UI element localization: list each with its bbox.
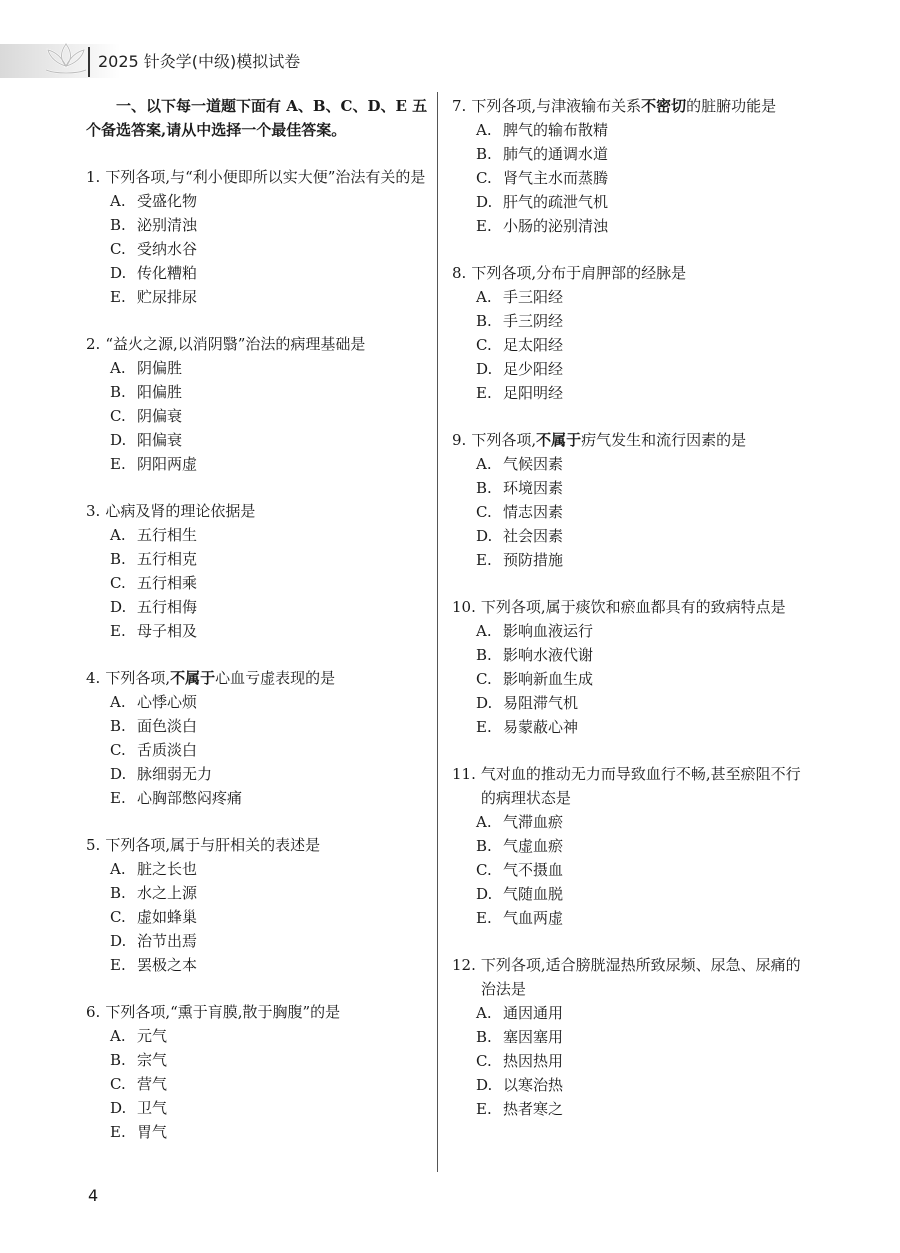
option-letter: A. [110, 526, 126, 544]
option-text: 气候因素 [503, 455, 564, 473]
answer-option [452, 285, 812, 309]
option-letter: E. [476, 718, 492, 736]
option-letter: B. [476, 646, 492, 664]
option-text: 宗气 [137, 1051, 168, 1069]
question-number: 2. [86, 335, 101, 353]
question-number: 6. [86, 1003, 101, 1021]
option-text: 脾气的输布散精 [503, 121, 609, 139]
answer-option [452, 667, 812, 691]
header-separator [88, 47, 90, 77]
question-item [452, 261, 812, 405]
option-letter: E. [110, 288, 126, 306]
stem-segment: 下列各项,分布于肩胛部的经脉是 [471, 264, 687, 282]
question-number: 8. [452, 264, 467, 282]
option-letter: D. [476, 193, 493, 211]
answer-option [86, 356, 430, 380]
answer-option [452, 619, 812, 643]
option-letter: A. [110, 860, 126, 878]
question-stem [452, 261, 812, 285]
option-letter: B. [110, 884, 126, 902]
option-text: 足太阳经 [503, 336, 564, 354]
answer-option [86, 285, 430, 309]
stem-segment: 气对血的推动无力而导致血行不畅,甚至瘀阻不行的病理状态是 [480, 765, 801, 807]
answer-option [86, 189, 430, 213]
option-text: 影响新血生成 [503, 670, 594, 688]
answer-option [86, 929, 430, 953]
answer-option [86, 595, 430, 619]
option-text: 易阻滞气机 [503, 694, 579, 712]
option-letter: D. [476, 360, 493, 378]
option-letter: A. [110, 693, 126, 711]
answer-option [452, 834, 812, 858]
option-letter: A. [476, 813, 492, 831]
option-letter: B. [476, 479, 492, 497]
option-text: 阳偏胜 [137, 383, 183, 401]
option-text: 通因通用 [503, 1004, 564, 1022]
stem-segment: 下列各项, [105, 669, 171, 687]
option-letter: A. [476, 622, 492, 640]
question-item [86, 332, 430, 476]
option-text: 手三阳经 [503, 288, 564, 306]
option-text: 五行相乘 [137, 574, 198, 592]
option-text: 传化糟粕 [137, 264, 198, 282]
option-text: 舌质淡白 [137, 741, 198, 759]
answer-option [86, 953, 430, 977]
answer-option [452, 715, 812, 739]
question-stem [86, 165, 430, 189]
answer-option [86, 452, 430, 476]
option-text: 脉细弱无力 [137, 765, 213, 783]
option-letter: A. [110, 192, 126, 210]
option-letter: C. [110, 574, 126, 592]
answer-option [452, 858, 812, 882]
option-letter: E. [110, 789, 126, 807]
answer-option [452, 1001, 812, 1025]
option-text: 气随血脱 [503, 885, 564, 903]
option-text: 母子相及 [137, 622, 198, 640]
option-letter: B. [110, 383, 126, 401]
option-letter: D. [476, 694, 493, 712]
answer-option [86, 380, 430, 404]
option-letter: C. [110, 240, 126, 258]
header-title: 2025 针灸学(中级)模拟试卷 [98, 52, 301, 71]
option-text: 营气 [137, 1075, 168, 1093]
option-letter: E. [110, 455, 126, 473]
option-text: 五行相克 [137, 550, 198, 568]
answer-option [452, 118, 812, 142]
answer-option [452, 452, 812, 476]
question-number: 3. [86, 502, 101, 520]
option-letter: E. [476, 909, 492, 927]
answer-option [86, 571, 430, 595]
answer-option [86, 905, 430, 929]
option-letter: D. [110, 598, 127, 616]
answer-option [452, 214, 812, 238]
answer-option [452, 1049, 812, 1073]
question-item [86, 666, 430, 810]
answer-option [86, 1096, 430, 1120]
question-text [105, 666, 430, 690]
right-question-list [452, 94, 812, 1121]
option-text: 肾气主水而蒸腾 [503, 169, 609, 187]
question-number: 9. [452, 431, 467, 449]
question-text [481, 953, 812, 1001]
answer-option [452, 643, 812, 667]
question-item [452, 953, 812, 1121]
stem-segment: 下列各项, [471, 431, 537, 449]
question-number: 4. [86, 669, 101, 687]
stem-segment: 下列各项,“熏于肓膜,散于胸腹”的是 [105, 1003, 341, 1021]
option-letter: B. [110, 216, 126, 234]
option-letter: C. [110, 407, 126, 425]
option-letter: D. [110, 431, 127, 449]
answer-option [452, 476, 812, 500]
question-item [452, 428, 812, 572]
section-instruction: 一、以下每一道题下面有 A、B、C、D、E 五个备选答案,请从中选择一个最佳答案。 [86, 97, 428, 139]
option-text: 阳偏衰 [137, 431, 183, 449]
question-item [452, 595, 812, 739]
option-letter: A. [110, 1027, 126, 1045]
option-text: 贮尿排尿 [137, 288, 198, 306]
answer-option [86, 1048, 430, 1072]
question-stem [452, 94, 812, 118]
question-item [86, 1000, 430, 1144]
answer-option [452, 524, 812, 548]
answer-option [452, 333, 812, 357]
option-letter: D. [110, 932, 127, 950]
answer-option [452, 810, 812, 834]
option-letter: C. [110, 908, 126, 926]
answer-option [452, 882, 812, 906]
option-text: 情志因素 [503, 503, 564, 521]
option-text: 泌别清浊 [137, 216, 198, 234]
question-number: 1. [86, 168, 101, 186]
question-item [452, 762, 812, 930]
option-letter: C. [476, 861, 492, 879]
question-item [86, 833, 430, 977]
option-letter: E. [110, 622, 126, 640]
option-text: 气不摄血 [503, 861, 564, 879]
option-text: 影响水液代谢 [503, 646, 594, 664]
option-letter: D. [476, 1076, 493, 1094]
answer-option [86, 786, 430, 810]
emphasis-text: 不属于 [536, 431, 582, 449]
option-text: 热因热用 [503, 1052, 564, 1070]
question-stem [452, 428, 812, 452]
option-letter: E. [476, 384, 492, 402]
answer-option [452, 1073, 812, 1097]
option-letter: C. [110, 741, 126, 759]
stem-segment: 疠气发生和流行因素的是 [581, 431, 747, 449]
question-stem [452, 595, 812, 619]
question-item [86, 499, 430, 643]
question-stem [86, 833, 430, 857]
stem-segment: 下列各项,属于痰饮和瘀血都具有的致病特点是 [480, 598, 786, 616]
answer-option [452, 309, 812, 333]
answer-option [86, 714, 430, 738]
answer-option [452, 548, 812, 572]
answer-option [86, 690, 430, 714]
right-column [452, 94, 812, 1144]
option-letter: C. [476, 670, 492, 688]
option-text: 脏之长也 [137, 860, 198, 878]
option-text: 受纳水谷 [137, 240, 198, 258]
option-text: 卫气 [137, 1099, 168, 1117]
option-letter: D. [110, 264, 127, 282]
question-text [105, 499, 430, 523]
option-letter: E. [476, 551, 492, 569]
question-text [105, 833, 430, 857]
answer-option [86, 619, 430, 643]
option-letter: C. [476, 169, 492, 187]
stem-segment: 心血亏虚表现的是 [215, 669, 336, 687]
question-number: 11. [452, 765, 476, 783]
option-letter: B. [476, 145, 492, 163]
option-text: 塞因塞用 [503, 1028, 564, 1046]
option-text: 肺气的通调水道 [503, 145, 609, 163]
question-stem [86, 499, 430, 523]
option-text: 社会因素 [503, 527, 564, 545]
question-number: 7. [452, 97, 467, 115]
answer-option [452, 357, 812, 381]
answer-option [86, 1024, 430, 1048]
question-stem [86, 666, 430, 690]
option-letter: C. [110, 1075, 126, 1093]
question-item [452, 94, 812, 238]
stem-segment: 下列各项,属于与肝相关的表述是 [105, 836, 321, 854]
option-letter: A. [476, 288, 492, 306]
stem-segment: 下列各项,适合膀胱湿热所致尿频、尿急、尿痛的治法是 [480, 956, 801, 998]
question-stem [86, 1000, 430, 1024]
option-letter: E. [110, 1123, 126, 1141]
question-text [481, 762, 812, 810]
option-text: 水之上源 [137, 884, 198, 902]
question-number: 5. [86, 836, 101, 854]
answer-option [452, 166, 812, 190]
question-stem [452, 762, 812, 810]
option-letter: B. [476, 312, 492, 330]
option-text: 足少阳经 [503, 360, 564, 378]
option-text: 气滞血瘀 [503, 813, 564, 831]
option-text: 心悸心烦 [137, 693, 198, 711]
stem-segment: “益火之源,以消阴翳”治法的病理基础是 [105, 335, 366, 353]
answer-option [452, 906, 812, 930]
option-text: 心胸部憋闷疼痛 [137, 789, 243, 807]
stem-segment: 的脏腑功能是 [686, 97, 777, 115]
option-text: 胃气 [137, 1123, 168, 1141]
answer-option [86, 857, 430, 881]
option-letter: E. [476, 217, 492, 235]
question-text [105, 1000, 430, 1024]
question-number: 12. [452, 956, 476, 974]
option-text: 肝气的疏泄气机 [503, 193, 609, 211]
option-letter: B. [476, 1028, 492, 1046]
option-text: 影响血液运行 [503, 622, 594, 640]
stem-segment: 下列各项,与津液输布关系 [471, 97, 642, 115]
option-letter: D. [476, 527, 493, 545]
option-letter: C. [476, 1052, 492, 1070]
option-letter: D. [110, 1099, 127, 1117]
question-text [105, 332, 430, 356]
answer-option [86, 404, 430, 428]
option-letter: D. [110, 765, 127, 783]
option-letter: C. [476, 336, 492, 354]
question-item [86, 165, 430, 309]
option-text: 面色淡白 [137, 717, 198, 735]
answer-option [86, 1120, 430, 1144]
option-text: 罢极之本 [137, 956, 198, 974]
option-text: 易蒙蔽心神 [503, 718, 579, 736]
answer-option [86, 213, 430, 237]
answer-option [86, 237, 430, 261]
answer-option [452, 691, 812, 715]
option-text: 治节出焉 [137, 932, 198, 950]
option-text: 阴偏胜 [137, 359, 183, 377]
option-text: 足阳明经 [503, 384, 564, 402]
option-letter: B. [110, 1051, 126, 1069]
option-text: 热者寒之 [503, 1100, 564, 1118]
option-letter: D. [476, 885, 493, 903]
question-text [471, 94, 812, 118]
option-text: 以寒治热 [503, 1076, 564, 1094]
option-letter: A. [476, 455, 492, 473]
answer-option [86, 547, 430, 571]
question-stem [452, 953, 812, 1001]
option-letter: B. [476, 837, 492, 855]
option-text: 小肠的泌别清浊 [503, 217, 609, 235]
option-text: 受盛化物 [137, 192, 198, 210]
question-text [471, 428, 812, 452]
option-text: 虚如蜂巢 [137, 908, 198, 926]
answer-option [86, 762, 430, 786]
emphasis-text: 不密切 [641, 97, 687, 115]
answer-option [86, 261, 430, 285]
question-text [481, 595, 812, 619]
answer-option [452, 1025, 812, 1049]
answer-option [452, 1097, 812, 1121]
option-text: 阴偏衰 [137, 407, 183, 425]
option-text: 五行相生 [137, 526, 198, 544]
option-letter: B. [110, 717, 126, 735]
question-text [105, 165, 430, 189]
answer-option [86, 881, 430, 905]
option-text: 手三阴经 [503, 312, 564, 330]
question-text [471, 261, 812, 285]
option-letter: C. [476, 503, 492, 521]
option-text: 环境因素 [503, 479, 564, 497]
option-letter: A. [476, 121, 492, 139]
answer-option [86, 738, 430, 762]
question-number: 10. [452, 598, 476, 616]
option-letter: B. [110, 550, 126, 568]
page-number: 4 [88, 1186, 99, 1205]
option-text: 五行相侮 [137, 598, 198, 616]
option-letter: E. [476, 1100, 492, 1118]
stem-segment: 下列各项,与“利小便即所以实大便”治法有关的是 [105, 168, 426, 186]
option-text: 预防措施 [503, 551, 564, 569]
option-letter: A. [110, 359, 126, 377]
option-text: 元气 [137, 1027, 168, 1045]
option-text: 气血两虚 [503, 909, 564, 927]
stem-segment: 心病及肾的理论依据是 [105, 502, 256, 520]
question-stem [86, 332, 430, 356]
answer-option [452, 190, 812, 214]
option-letter: A. [476, 1004, 492, 1022]
answer-option [452, 142, 812, 166]
left-column [86, 94, 430, 1167]
answer-option [452, 381, 812, 405]
answer-option [452, 500, 812, 524]
option-text: 气虚血瘀 [503, 837, 564, 855]
emphasis-text: 不属于 [170, 669, 216, 687]
answer-option [86, 523, 430, 547]
answer-option [86, 428, 430, 452]
answer-option [86, 1072, 430, 1096]
left-question-list [86, 165, 430, 1144]
column-divider [437, 92, 438, 1172]
option-letter: E. [110, 956, 126, 974]
option-text: 阴阳两虚 [137, 455, 198, 473]
lotus-logo-icon [38, 38, 94, 78]
